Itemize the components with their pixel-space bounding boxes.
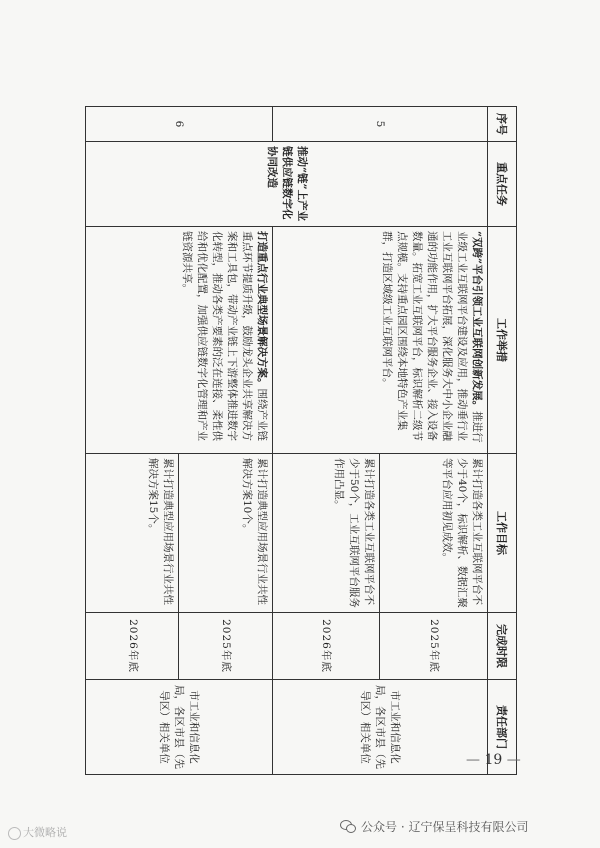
- row6-no: 6: [86, 107, 273, 142]
- row5-goal-b: 累计打造各类工业互联网平台不少于50个，工业互联网平台服务作用凸显。: [272, 454, 380, 613]
- header-goals: 工作目标: [488, 454, 517, 613]
- row6-goal-a: 累计打造典型应用场景行业共性解决方案10个。: [179, 454, 272, 613]
- wechat-account-text: 公众号 · 辽宁保呈科技有限公司: [361, 820, 529, 834]
- watermark-left: [8, 824, 67, 840]
- header-task: 重点任务: [488, 142, 517, 227]
- row5-time-b: [272, 613, 380, 680]
- row6-time-b: [86, 613, 179, 680]
- page-number: — 19 —: [466, 752, 521, 768]
- header-no: 序号: [488, 107, 517, 142]
- row6-goal-b: 累计打造典型应用场景行业共性解决方案15个。: [86, 454, 179, 613]
- table-row: [380, 107, 488, 775]
- task-table: [85, 106, 517, 775]
- table-header-row: [488, 107, 517, 775]
- row5-no: 5: [272, 107, 487, 142]
- row5-time-a: [380, 613, 488, 680]
- wechat-watermark: [340, 818, 528, 835]
- row5-task: 推动“链”上产业链供应链数字化协同改造: [86, 142, 488, 227]
- wechat-icon: [340, 820, 356, 833]
- row5-time-a-text: 2025年底: [428, 619, 441, 673]
- watermark-left-text: 大微略说: [23, 826, 67, 839]
- row5-measures: [272, 227, 487, 454]
- row5-measure-body: 推进行业级工业互联网平台建设及应用，推动垂行业工业互联网平台拓展，深化服务大中小企业融通的功能作用，扩大平台服务企业、接入设备数量。拓宽工业互联网平台，标识解析二级节点规模。支持重点园区围绕本地特色产业集群，打造区域级工业互联网平台。: [381, 231, 483, 443]
- row5-time-b-text: 2026年底: [320, 619, 333, 673]
- row5-goal-a: 累计打造各类工业互联网平台不少于40个，标识解析、数据汇聚等平台应用初见成效。: [380, 454, 488, 613]
- row5-measure-title: “双跨”平台引领工业互联网创新发展。: [471, 231, 483, 412]
- watermark-logo-icon: [8, 827, 21, 840]
- header-deadline: 完成时限: [488, 613, 517, 680]
- header-measures: 工作举措: [488, 227, 517, 454]
- row6-measures: [86, 227, 273, 454]
- row6-time-a-text: 2025年底: [219, 619, 232, 673]
- row5-dept: 市工业和信息化局，各区市县（先导区）相关单位: [272, 680, 487, 775]
- page-number-text: 19: [484, 752, 503, 768]
- row6-measure-title: 打造重点行业典型场景解决方案。: [255, 231, 268, 389]
- row6-time-b-text: 2026年底: [126, 619, 139, 673]
- row6-measure-body: 围绕产业链重点环节提质升级，鼓励龙头企业共享解决方案和工具包，带动产业链上下游整体推进数字化转型，推动各类产要素的泛在连接、柔性供给和优化配置，加强供应链数字化管理和产业链资源共享。: [180, 231, 268, 441]
- row6-time-a: [179, 613, 272, 680]
- row6-dept: 市工业和信息化局，各区市县（先导区）相关单位: [86, 680, 273, 775]
- header-dept: 责任部门: [488, 680, 517, 775]
